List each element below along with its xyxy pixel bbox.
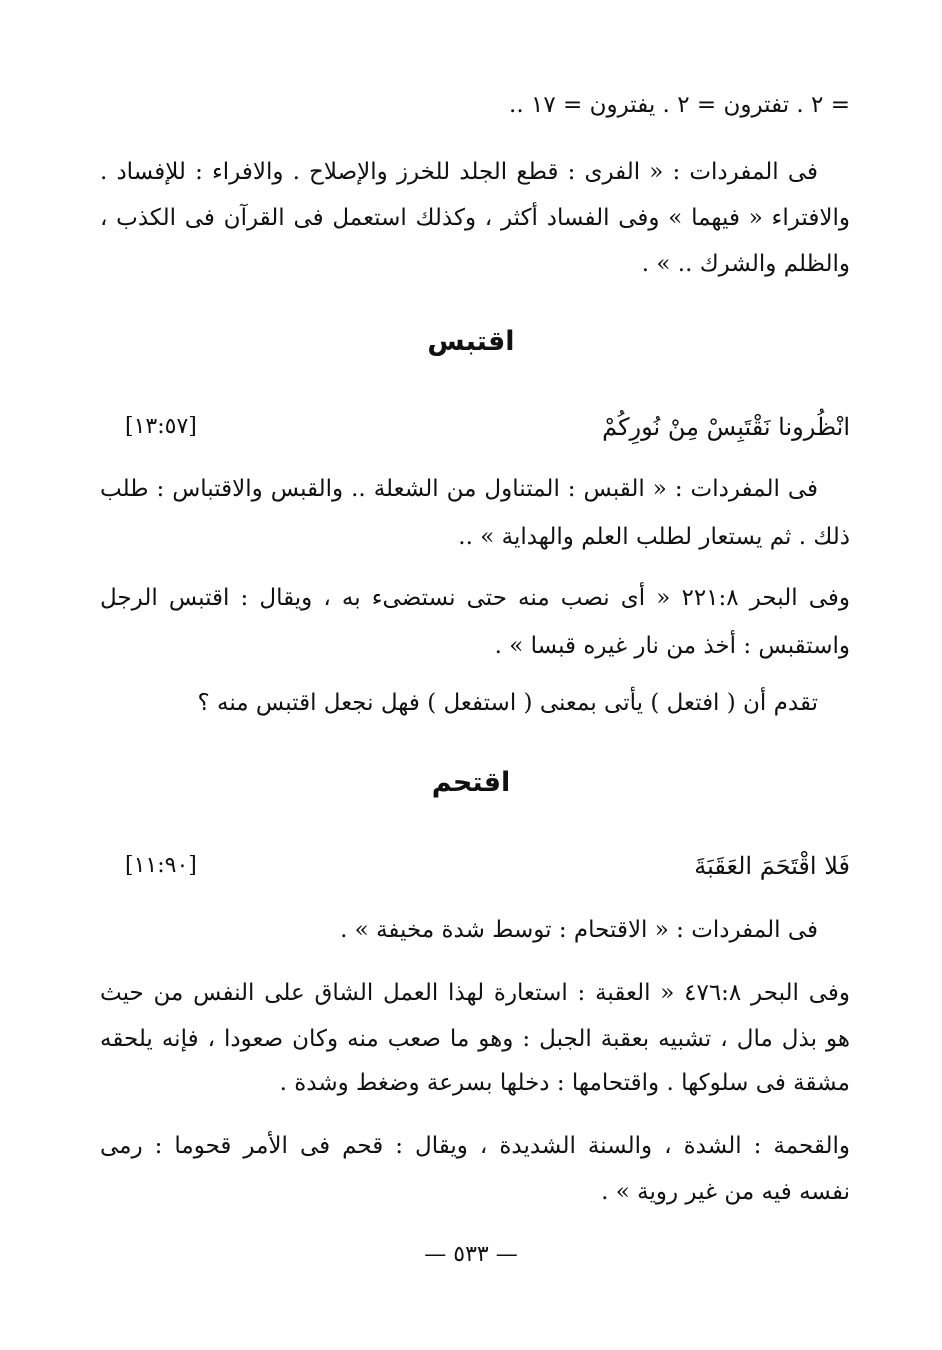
text-line: فى المفردات : « الفرى : قطع الجلد للخرز والإصلاح . والافراء : للإفساد . — [100, 159, 818, 185]
text-line: فى المفردات : « القبس : المتناول من الشعلة .. والقبس والاقتباس : طلب — [100, 476, 818, 502]
section-heading-iqtahama: اقتحم — [431, 767, 511, 798]
text-line: وفى البحر ٤٧٦:٨ « العقبة : استعارة لهذا العمل الشاق على النفس من حيث — [100, 980, 850, 1006]
page-number: — ٥٣٣ — — [424, 1242, 518, 1267]
text-line: وفى البحر ٢٢١:٨ « أى نصب منه حتى نستضىء به ، ويقال : اقتبس الرجل — [100, 585, 850, 611]
text-line: والظلم والشرك .. » . — [641, 251, 850, 277]
text-line: هو بذل مال ، تشبيه بعقبة الجبل : وهو ما صعب منه وكان صعودا ، فإنه يلحقه — [100, 1026, 850, 1052]
verse-reference: [١٣:٥٧] — [125, 414, 197, 439]
quran-verse: انْظُرونا نَقْتَبِسْ مِنْ نُورِكُمْ — [602, 413, 850, 441]
text-line: واستقبس : أخذ من نار غيره قبسا » . — [494, 633, 850, 659]
text-line: والقحمة : الشدة ، والسنة الشديدة ، ويقال : قحم فى الأمر قحوما : رمى — [100, 1133, 850, 1159]
quran-verse: فَلا اقْتَحَمَ العَقَبَةَ — [694, 852, 850, 880]
section-heading-iqtabasa: اقتبس — [427, 326, 515, 357]
text-line: ذلك . ثم يستعار لطلب العلم والهداية » .. — [458, 524, 850, 550]
top-line: = ٢ . تفترون = ٢ . يفترون = ١٧ .. — [509, 92, 850, 118]
paragraph-mufradat-iqtiham: فى المفردات : « الاقتحام : توسط شدة مخيفة » . — [340, 917, 818, 943]
verse-reference: [١١:٩٠] — [125, 853, 197, 878]
paragraph-question: تقدم أن ( افتعل ) يأتى بمعنى ( استفعل ) فهل نجعل اقتبس منه ؟ — [197, 690, 818, 716]
text-line: والافتراء « فيهما » وفى الفساد أكثر ، وكذلك استعمل فى القرآن فى الكذب ، — [100, 205, 850, 231]
text-line: نفسه فيه من غير روية » . — [601, 1179, 850, 1205]
text-line: مشقة فى سلوكها . واقتحامها : دخلها بسرعة وضغط وشدة . — [279, 1070, 850, 1096]
